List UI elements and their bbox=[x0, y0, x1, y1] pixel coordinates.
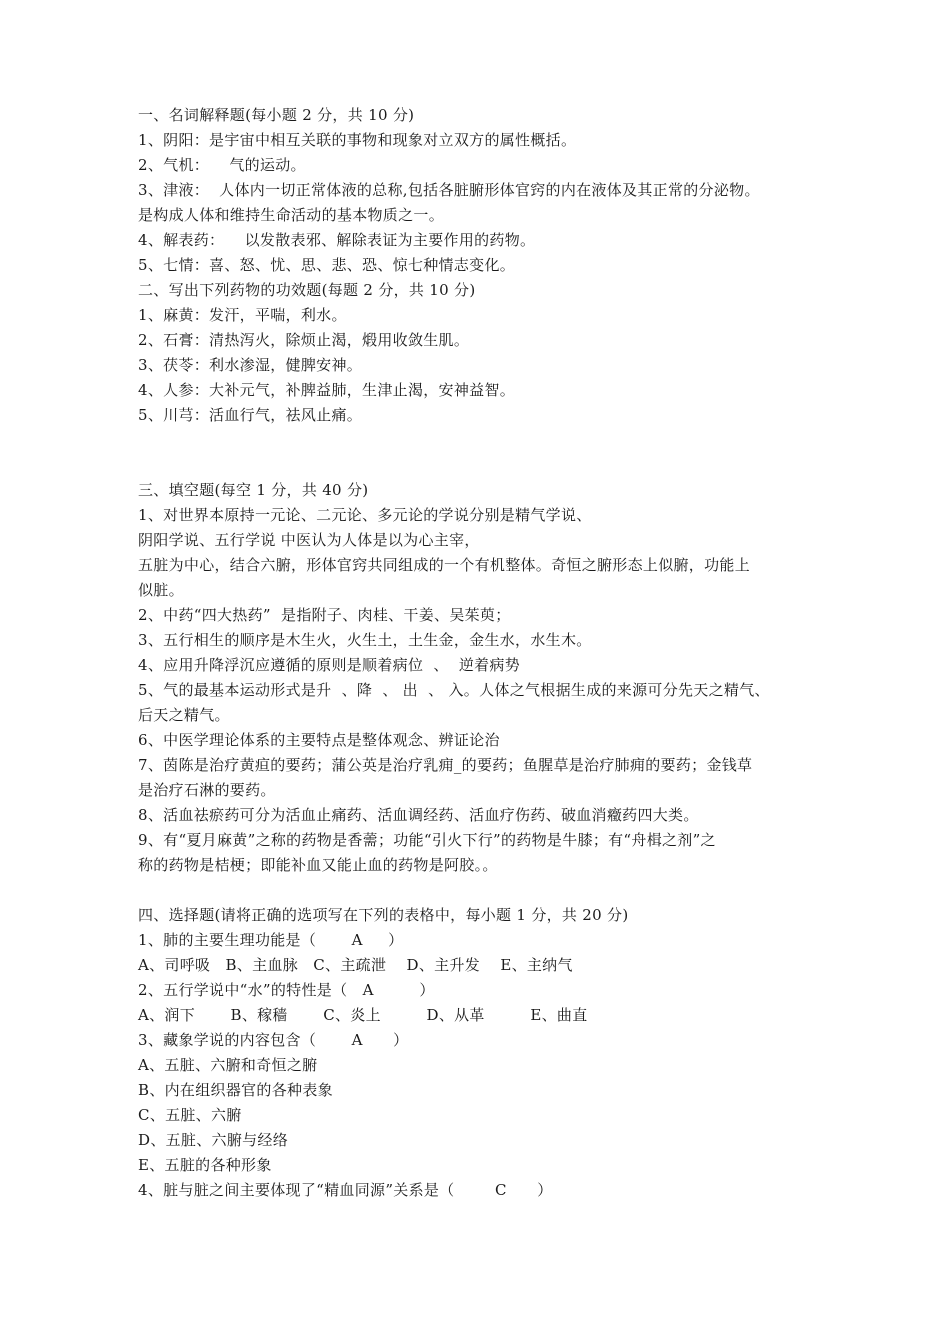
section-3-line: 4、应用升降浮沉应遵循的原则是顺着病位 、 逆着病势 bbox=[138, 656, 521, 674]
question-3-option: A、五脏、六腑和奇恒之腑 bbox=[138, 1056, 318, 1074]
section-3-line: 3、五行相生的顺序是木生火，火生土，土生金，金生水，水生木。 bbox=[138, 631, 592, 649]
section-1-line: 1、阴阳：是宇宙中相互关联的事物和现象对立双方的属性概括。 bbox=[138, 131, 577, 149]
section-2-line: 4、人参：大补元气，补脾益肺，生津止渴，安神益智。 bbox=[138, 381, 516, 399]
question-2-options: A、润下 B、稼穑 C、炎上 D、从革 E、曲直 bbox=[138, 1006, 588, 1024]
section-3-line: 称的药物是桔梗；即能补血又能止血的药物是阿胶。。 bbox=[138, 856, 498, 874]
section-3-line: 是治疗石淋的要药。 bbox=[138, 781, 276, 799]
section-1-line: 2、气机： 气的运动。 bbox=[138, 156, 306, 174]
section-3-line: 6、中医学理论体系的主要特点是整体观念、辨证论治 bbox=[138, 731, 500, 749]
section-3-line: 五脏为中心，结合六腑，形体官窍共同组成的一个有机整体。奇恒之腑形态上似腑，功能上 bbox=[138, 556, 751, 574]
section-2-line: 3、茯苓：利水渗湿，健脾安神。 bbox=[138, 356, 363, 374]
section-1-line: 5、七情：喜、怒、忧、思、悲、恐、惊七种情志变化。 bbox=[138, 256, 516, 274]
section-1-title: 一、名词解释题(每小题 2 分，共 10 分) bbox=[138, 106, 415, 124]
question-1: 1、肺的主要生理功能是（ A ） bbox=[138, 931, 404, 949]
question-3-option: B、内在组织器官的各种表象 bbox=[138, 1081, 333, 1099]
section-3-line: 7、茵陈是治疗黄疸的要药；蒲公英是治疗乳痈_的要药；鱼腥草是治疗肺痈的要药；金钱草 bbox=[138, 756, 753, 774]
question-3-option: E、五脏的各种形象 bbox=[138, 1156, 272, 1174]
section-3-line: 1、对世界本原持一元论、二元论、多元论的学说分别是精气学说、 bbox=[138, 506, 592, 524]
section-3-line: 9、有“夏月麻黄”之称的药物是香薷；功能“引火下行”的药物是牛膝；有“舟楫之剂”之 bbox=[138, 831, 716, 849]
section-4-title: 四、选择题(请将正确的选项写在下列的表格中，每小题 1 分，共 20 分) bbox=[138, 906, 629, 924]
section-3-line: 阴阳学说、五行学说 中医认为人体是以为心主宰， bbox=[138, 531, 480, 549]
section-2-line: 5、川芎：活血行气，祛风止痛。 bbox=[138, 406, 363, 424]
section-1-line: 3、津液： 人体内一切正常体液的总称,包括各脏腑形体官窍的内在液体及其正常的分泌物。 bbox=[138, 181, 760, 199]
section-3-line: 后天之精气。 bbox=[138, 706, 230, 724]
section-2-line: 2、石膏：清热泻火，除烦止渴，煅用收敛生肌。 bbox=[138, 331, 470, 349]
section-3-line: 5、气的最基本运动形式是升 、降 、 出 、 入。人体之气根据生成的来源可分先天之精气、 bbox=[138, 681, 770, 699]
section-1-line: 4、解表药： 以发散表邪、解除表证为主要作用的药物。 bbox=[138, 231, 536, 249]
section-2-title: 二、写出下列药物的功效题(每题 2 分，共 10 分) bbox=[138, 281, 476, 299]
question-1-options: A、司呼吸 B、主血脉 C、主疏泄 D、主升发 E、主纳气 bbox=[138, 956, 573, 974]
section-spacer bbox=[138, 428, 828, 478]
section-1-line: 是构成人体和维持生命活动的基本物质之一。 bbox=[138, 206, 445, 224]
section-3-title: 三、填空题(每空 1 分，共 40 分) bbox=[138, 481, 369, 499]
section-3-line: 2、中药“四大热药” 是指附子、肉桂、干姜、吴茱萸； bbox=[138, 606, 511, 624]
question-4: 4、脏与脏之间主要体现了“精血同源”关系是（ C ） bbox=[138, 1181, 553, 1199]
document-page bbox=[138, 103, 828, 1203]
question-2: 2、五行学说中“水”的特性是（ A ） bbox=[138, 981, 435, 999]
section-2-line: 1、麻黄：发汗，平喘，利水。 bbox=[138, 306, 347, 324]
section-spacer bbox=[138, 878, 828, 903]
section-3-line: 8、活血祛瘀药可分为活血止痛药、活血调经药、活血疗伤药、破血消癥药四大类。 bbox=[138, 806, 699, 824]
question-3-option: D、五脏、六腑与经络 bbox=[138, 1131, 289, 1149]
question-3: 3、藏象学说的内容包含（ A ） bbox=[138, 1031, 409, 1049]
section-3-line: 似脏。 bbox=[138, 581, 184, 599]
question-3-option: C、五脏、六腑 bbox=[138, 1106, 242, 1124]
